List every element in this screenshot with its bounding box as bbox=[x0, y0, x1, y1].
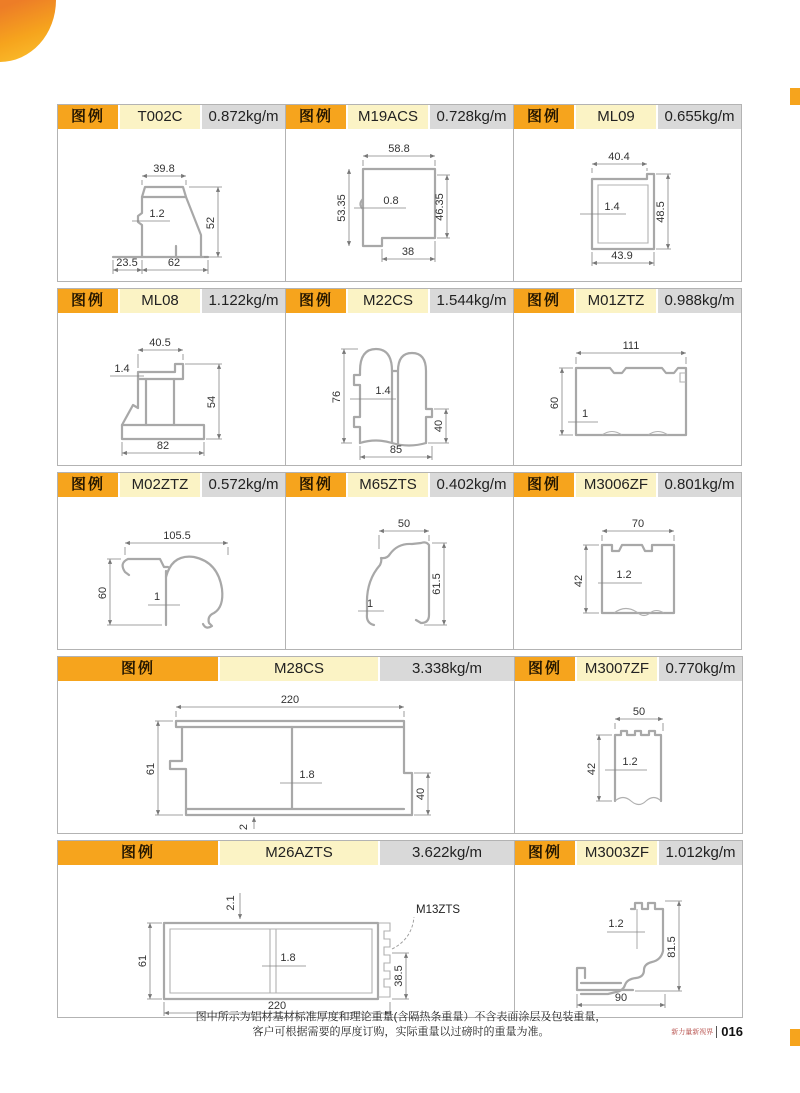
dim-label: 61 bbox=[137, 954, 149, 968]
dim-label: 85 bbox=[389, 444, 403, 456]
legend-label: 图例 bbox=[515, 657, 575, 681]
profile-cell-m19acs bbox=[285, 104, 514, 282]
edge-tab-bottom bbox=[790, 1029, 800, 1046]
cell-header bbox=[514, 105, 741, 129]
dim-label: 61 bbox=[145, 762, 157, 776]
cell-header bbox=[286, 473, 513, 497]
profile-cell-m3006zf bbox=[513, 472, 742, 650]
profile-code: M01ZTZ bbox=[574, 289, 656, 313]
dim-label: 39.8 bbox=[153, 163, 175, 175]
profile-drawing bbox=[286, 129, 513, 281]
dim-label: 50 bbox=[632, 706, 646, 718]
cell-header bbox=[515, 657, 742, 681]
profile-weight: 0.801kg/m bbox=[656, 473, 741, 497]
table-row bbox=[57, 472, 745, 650]
legend-label: 图例 bbox=[58, 289, 118, 313]
legend-label: 图例 bbox=[514, 289, 574, 313]
dim-label: 82 bbox=[156, 440, 170, 452]
profile-cell-ml09 bbox=[513, 104, 742, 282]
dim-label: 2 bbox=[238, 823, 250, 831]
dim-label: 54 bbox=[206, 395, 218, 409]
dim-label: 38 bbox=[401, 246, 415, 258]
cell-header bbox=[58, 841, 514, 865]
profile-code: M02ZTZ bbox=[118, 473, 200, 497]
profile-outline bbox=[138, 364, 183, 379]
profile-drawing bbox=[286, 497, 513, 649]
cell-header bbox=[58, 105, 285, 129]
profile-outline bbox=[392, 371, 398, 443]
profile-weight: 3.338kg/m bbox=[378, 657, 514, 681]
leader-dashed bbox=[392, 917, 414, 949]
legend-label: 图例 bbox=[286, 105, 346, 129]
dim-label: 1 bbox=[581, 408, 589, 420]
dim-label: 58.8 bbox=[388, 143, 410, 155]
cell-header bbox=[515, 841, 742, 865]
footnote bbox=[57, 1010, 745, 1040]
extension-line bbox=[142, 180, 186, 185]
profile-drawing bbox=[58, 129, 285, 281]
cell-header bbox=[58, 657, 514, 681]
dim-label: 40.4 bbox=[608, 151, 630, 163]
profile-weight: 0.655kg/m bbox=[656, 105, 741, 129]
profile-drawing bbox=[58, 313, 285, 465]
profile-outline bbox=[186, 727, 404, 809]
profile-outline bbox=[576, 368, 686, 435]
extension-line bbox=[592, 168, 647, 173]
profile-weight: 0.728kg/m bbox=[428, 105, 513, 129]
profile-code: ML08 bbox=[118, 289, 200, 313]
dim-label: 70 bbox=[631, 518, 645, 530]
profile-cell-m3003zf bbox=[514, 840, 743, 1018]
dim-label: 1 bbox=[366, 598, 374, 610]
legend-label: 图例 bbox=[286, 289, 346, 313]
profile-drawing bbox=[514, 129, 741, 281]
profile-code: M3006ZF bbox=[574, 473, 656, 497]
legend-label: 图例 bbox=[514, 105, 574, 129]
profile-drawing bbox=[515, 681, 742, 833]
brand-slogan: 新力量新视界 bbox=[671, 1029, 714, 1036]
profile-code: T002C bbox=[118, 105, 200, 129]
legend-label: 图例 bbox=[58, 105, 118, 129]
page-corner-decoration bbox=[0, 0, 56, 62]
profile-code: ML09 bbox=[574, 105, 656, 129]
dim-label: 1.8 bbox=[299, 769, 315, 781]
dim-label: 48.5 bbox=[655, 201, 667, 223]
dim-label: 50 bbox=[397, 518, 411, 530]
dim-label: 1.2 bbox=[149, 208, 165, 220]
table-row bbox=[57, 656, 745, 834]
dim-label: 1.4 bbox=[375, 385, 391, 397]
dim-label: 1 bbox=[153, 591, 161, 603]
profile-outline bbox=[367, 542, 429, 625]
profile-cell-m26azts bbox=[57, 840, 515, 1018]
profile-weight: 0.770kg/m bbox=[657, 657, 742, 681]
table-row bbox=[57, 104, 745, 282]
legend-label: 图例 bbox=[515, 841, 575, 865]
dim-label: 46.35 bbox=[434, 193, 446, 221]
profile-cell-t002c bbox=[57, 104, 286, 282]
profile-drawing bbox=[58, 497, 285, 649]
dim-label: 220 bbox=[267, 1000, 287, 1012]
dim-label: 1.2 bbox=[616, 569, 632, 581]
dim-label: 38.5 bbox=[393, 965, 405, 987]
dim-label: 81.5 bbox=[666, 936, 678, 958]
extension-line bbox=[559, 368, 573, 435]
profile-outline bbox=[581, 903, 663, 994]
profile-outline bbox=[170, 929, 372, 993]
extension-line bbox=[176, 711, 404, 717]
profile-outline bbox=[142, 197, 186, 257]
dim-label: 1.8 bbox=[280, 952, 296, 964]
dim-label: 53.35 bbox=[336, 194, 348, 222]
edge-tab-top bbox=[790, 88, 800, 105]
profile-weight: 0.572kg/m bbox=[200, 473, 285, 497]
profile-code: M3003ZF bbox=[575, 841, 657, 865]
profile-cell-ml08 bbox=[57, 288, 286, 466]
extension-line bbox=[615, 723, 663, 731]
dim-label: 0.8 bbox=[383, 195, 399, 207]
extension-line bbox=[341, 349, 358, 443]
profile-drawing bbox=[286, 313, 513, 465]
profile-weight: 0.402kg/m bbox=[428, 473, 513, 497]
profile-outline bbox=[363, 169, 435, 246]
profile-weight: 1.012kg/m bbox=[657, 841, 742, 865]
ref-code-label: M13ZTS bbox=[416, 904, 461, 916]
cell-header bbox=[514, 473, 741, 497]
legend-label: 图例 bbox=[58, 473, 118, 497]
profile-outline bbox=[378, 923, 390, 997]
profile-code: M3007ZF bbox=[575, 657, 657, 681]
dim-label: 62 bbox=[167, 257, 181, 269]
dim-label: 60 bbox=[549, 396, 561, 410]
profile-table bbox=[57, 104, 745, 1024]
extension-line bbox=[125, 547, 228, 555]
legend-label: 图例 bbox=[286, 473, 346, 497]
profile-code: M22CS bbox=[346, 289, 428, 313]
extension-line bbox=[596, 735, 612, 801]
page-footer bbox=[671, 1026, 743, 1038]
profile-cell-m01ztz bbox=[513, 288, 742, 466]
profile-weight: 0.872kg/m bbox=[200, 105, 285, 129]
legend-label: 图例 bbox=[58, 841, 218, 865]
cell-header bbox=[58, 473, 285, 497]
profile-outline bbox=[166, 557, 222, 628]
profile-weight: 3.622kg/m bbox=[378, 841, 514, 865]
profile-outline bbox=[164, 923, 378, 999]
profile-weight: 1.544kg/m bbox=[428, 289, 513, 313]
dim-label: 1.4 bbox=[604, 201, 620, 213]
dim-label: 61.5 bbox=[431, 573, 443, 595]
profile-code: M65ZTS bbox=[346, 473, 428, 497]
profile-outline bbox=[602, 373, 686, 435]
dim-label: 52 bbox=[205, 216, 217, 230]
extension-line bbox=[363, 160, 435, 166]
profile-drawing bbox=[515, 865, 742, 1017]
extension-line bbox=[138, 354, 183, 368]
extension-line bbox=[147, 923, 162, 999]
cell-header bbox=[514, 289, 741, 313]
profile-cell-m65zts bbox=[285, 472, 514, 650]
dim-label: 43.9 bbox=[611, 250, 633, 262]
dim-label: 111 bbox=[622, 340, 640, 352]
profile-cell-m22cs bbox=[285, 288, 514, 466]
profile-outline bbox=[176, 721, 404, 727]
dim-label: 76 bbox=[331, 390, 343, 404]
profile-code: M28CS bbox=[218, 657, 378, 681]
profile-outline bbox=[146, 379, 174, 425]
profile-weight: 1.122kg/m bbox=[200, 289, 285, 313]
dim-label: 42 bbox=[573, 574, 585, 588]
dim-label: 1.4 bbox=[114, 363, 130, 375]
dim-label: 105.5 bbox=[163, 530, 191, 542]
extension-line bbox=[583, 545, 599, 613]
cell-header bbox=[58, 289, 285, 313]
dim-label: 40 bbox=[433, 419, 445, 433]
dim-label: 1.2 bbox=[622, 756, 638, 768]
dim-label: 40.5 bbox=[149, 337, 171, 349]
profile-outline bbox=[615, 798, 661, 805]
dim-label: 60 bbox=[97, 586, 109, 600]
profile-outline bbox=[602, 545, 674, 613]
dim-label: 220 bbox=[280, 694, 300, 706]
cell-header bbox=[286, 105, 513, 129]
dim-label: 90 bbox=[614, 992, 628, 1004]
footnote-line-2: 客户可根据需要的厚度订购，实际重量以过磅时的重量为准。 bbox=[252, 1026, 550, 1038]
profile-code: M19ACS bbox=[346, 105, 428, 129]
profile-cell-m02ztz bbox=[57, 472, 286, 650]
page-number: 016 bbox=[716, 1026, 743, 1038]
dim-label: 1.2 bbox=[608, 918, 624, 930]
footnote-line-1: 图中所示为铝材基材标准厚度和理论重量(含隔热条重量）不含表面涂层及包装重量， bbox=[195, 1011, 607, 1023]
profile-drawing bbox=[514, 497, 741, 649]
profile-weight: 0.988kg/m bbox=[656, 289, 741, 313]
extension-line bbox=[576, 357, 686, 364]
table-row bbox=[57, 288, 745, 466]
legend-label: 图例 bbox=[58, 657, 218, 681]
dim-label: 2.1 bbox=[225, 895, 237, 911]
profile-outline bbox=[122, 425, 204, 439]
profile-cell-m3007zf bbox=[514, 656, 743, 834]
profile-drawing bbox=[58, 681, 514, 833]
dim-label: 23.5 bbox=[116, 257, 138, 269]
legend-label: 图例 bbox=[514, 473, 574, 497]
profile-drawing bbox=[514, 313, 741, 465]
profile-outline bbox=[123, 559, 168, 625]
profile-code: M26AZTS bbox=[218, 841, 378, 865]
table-row bbox=[57, 840, 745, 1018]
extension-line bbox=[602, 535, 674, 541]
profile-drawing bbox=[58, 865, 514, 1017]
cell-header bbox=[286, 289, 513, 313]
dim-label: 42 bbox=[586, 762, 598, 776]
profile-outline bbox=[122, 379, 138, 425]
dim-label: 40 bbox=[415, 787, 427, 801]
profile-cell-m28cs bbox=[57, 656, 515, 834]
